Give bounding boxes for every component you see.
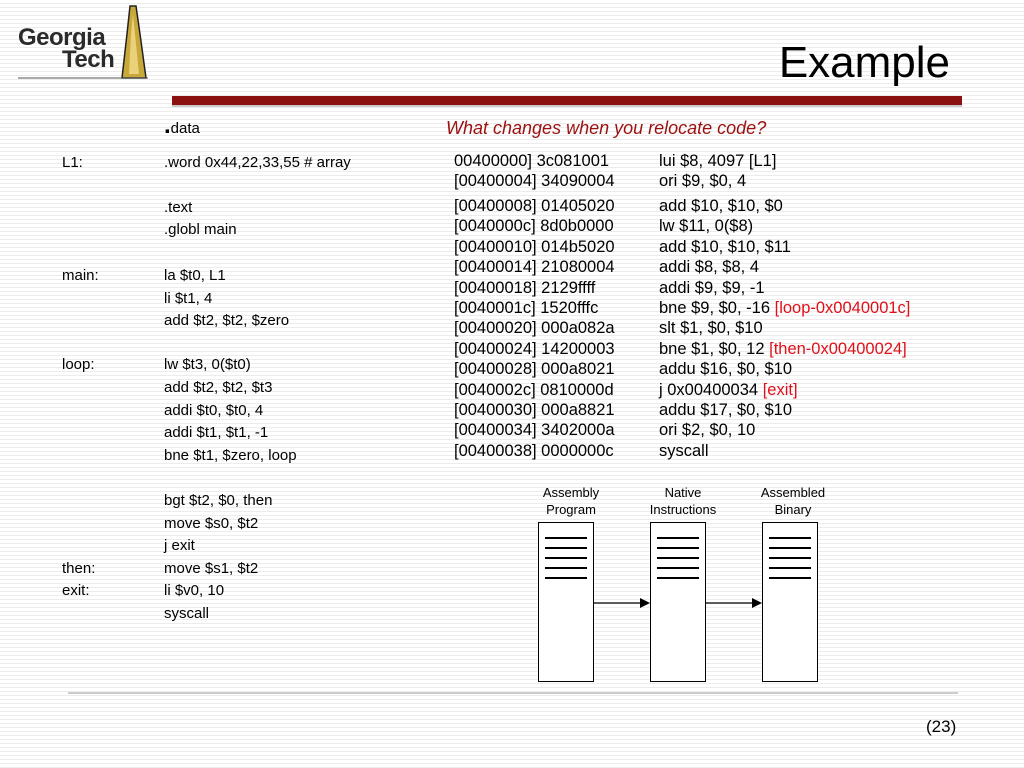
data-directive-text: data xyxy=(170,120,200,137)
assembly-label-line2: Program xyxy=(546,502,596,517)
machine-address-word: [0040001c] 1520fffc xyxy=(454,299,599,317)
machine-address-word: 00400000] 3c081001 xyxy=(454,152,610,170)
text-line xyxy=(769,557,811,559)
instruction-text: ori $9, $0, 4 xyxy=(659,172,747,190)
code-line: add $t2, $t2, $zero xyxy=(164,312,290,329)
instruction-text: bne $1, $0, 12 xyxy=(659,339,765,358)
assembled-binary-label xyxy=(738,484,848,518)
text-line xyxy=(769,577,811,579)
instruction-text: addi $8, $8, 4 xyxy=(659,258,759,277)
machine-address-word: [00400030] 000a8821 xyxy=(454,401,615,419)
machine-address-word: [00400034] 3402000a xyxy=(454,421,615,440)
instruction-text: addu $17, $0, $10 xyxy=(659,401,793,419)
code-label: then: xyxy=(62,560,96,577)
code-line: .text xyxy=(164,199,193,216)
code-line: addi $t0, $t0, 4 xyxy=(164,402,264,419)
logo-georgia-text: Georgia xyxy=(18,24,106,51)
machine-address-word: [00400018] 2129ffff xyxy=(454,278,596,297)
machine-instruction xyxy=(659,216,753,236)
arrows xyxy=(590,590,770,614)
page-number: (23) xyxy=(926,717,957,736)
instruction-text: lui $8, 4097 [L1] xyxy=(659,152,777,170)
arrow-head-icon xyxy=(752,598,762,608)
code-line: la $t0, L1 xyxy=(164,267,226,284)
assembly-program-box xyxy=(538,522,594,682)
relocation-note: [exit] xyxy=(762,380,798,399)
machine-instruction xyxy=(659,400,792,420)
relocation-question: What changes when you relocate code? xyxy=(446,118,767,138)
text-line xyxy=(545,547,587,549)
code-label: exit: xyxy=(62,582,90,599)
code-label: L1: xyxy=(62,154,83,171)
relocation-note: [loop-0x0040001c] xyxy=(774,299,911,317)
machine-instruction xyxy=(659,151,776,171)
native-instructions-label xyxy=(628,484,738,518)
relocation-note: [then-0x00400024] xyxy=(769,339,907,358)
title-divider-shadow xyxy=(172,105,962,107)
machine-instruction xyxy=(659,196,783,216)
text-line xyxy=(657,577,699,579)
code-line: .globl main xyxy=(164,221,237,238)
binary-label-line1: Assembled xyxy=(760,485,826,500)
machine-instruction xyxy=(659,278,765,298)
machine-address-word: [0040000c] 8d0b0000 xyxy=(454,217,614,236)
machine-address-word: [00400014] 21080004 xyxy=(454,258,615,277)
instruction-text: j 0x00400034 xyxy=(659,380,759,399)
text-line xyxy=(545,577,587,579)
instruction-text: bne $9, $0, -16 xyxy=(659,299,771,317)
text-line xyxy=(657,567,699,569)
assembled-binary-box xyxy=(762,522,818,682)
code-line: lw $t3, 0($t0) xyxy=(164,356,251,373)
instruction-text: lw $11, 0($8) xyxy=(659,217,754,236)
code-line: move $s0, $t2 xyxy=(164,515,259,532)
text-line xyxy=(769,537,811,539)
data-directive-dot: . xyxy=(164,112,171,139)
code-line: j exit xyxy=(164,537,195,554)
instruction-text: addu $16, $0, $10 xyxy=(659,360,793,379)
code-label: loop: xyxy=(62,356,95,373)
title-divider xyxy=(172,96,962,105)
machine-instruction xyxy=(659,359,792,379)
text-line xyxy=(545,537,587,539)
instruction-text: add $10, $10, $11 xyxy=(659,237,791,256)
code-line: .word 0x44,22,33,55 # array xyxy=(164,154,351,171)
machine-address-word: [00400038] 0000000c xyxy=(454,441,614,460)
code-label: main: xyxy=(62,267,99,284)
code-line: add $t2, $t2, $t3 xyxy=(164,379,273,396)
code-line: addi $t1, $t1, -1 xyxy=(164,424,269,441)
machine-address-word: [00400010] 014b5020 xyxy=(454,237,615,256)
machine-instruction xyxy=(659,380,798,400)
data-directive xyxy=(164,112,200,139)
code-line: syscall xyxy=(164,605,210,622)
logo-tech-text: Tech xyxy=(62,46,115,73)
code-line: li $v0, 10 xyxy=(164,582,225,599)
machine-address-word: [00400020] 000a082a xyxy=(454,319,615,338)
text-line xyxy=(657,547,699,549)
instruction-text: syscall xyxy=(659,441,709,460)
machine-instruction xyxy=(659,441,709,461)
code-line: li $t1, 4 xyxy=(164,290,213,307)
text-line xyxy=(769,547,811,549)
native-label-line2: Instructions xyxy=(649,502,717,517)
instruction-text: slt $1, $0, $10 xyxy=(659,319,763,338)
text-line xyxy=(545,557,587,559)
text-line xyxy=(545,567,587,569)
footer-divider xyxy=(68,692,958,694)
machine-address-word: [00400024] 14200003 xyxy=(454,339,615,358)
machine-instruction xyxy=(659,420,755,440)
machine-address-word: [00400028] 000a8021 xyxy=(454,360,615,379)
text-line xyxy=(657,537,699,539)
machine-instruction xyxy=(659,339,907,359)
instruction-text: ori $2, $0, 10 xyxy=(659,421,756,440)
code-line: bne $t1, $zero, loop xyxy=(164,447,297,464)
code-line: move $s1, $t2 xyxy=(164,560,259,577)
code-line: bgt $t2, $0, then xyxy=(164,492,273,509)
native-label-line1: Native xyxy=(664,485,702,500)
machine-instruction xyxy=(659,237,791,257)
text-line xyxy=(657,557,699,559)
assembly-label-line1: Assembly xyxy=(542,485,600,500)
arrow-head-icon xyxy=(640,598,650,608)
instruction-text: add $10, $10, $0 xyxy=(659,197,783,215)
machine-address-word: [0040002c] 0810000d xyxy=(454,380,614,399)
machine-instruction xyxy=(659,257,759,277)
machine-instruction xyxy=(659,298,910,318)
georgia-tech-logo xyxy=(14,4,154,84)
instruction-text: addi $9, $9, -1 xyxy=(659,278,765,297)
binary-label-line2: Binary xyxy=(774,502,812,517)
machine-instruction xyxy=(659,171,746,191)
machine-address-word: [00400004] 34090004 xyxy=(454,172,615,190)
machine-instruction xyxy=(659,318,763,338)
text-line xyxy=(769,567,811,569)
slide-title: Example xyxy=(778,38,950,87)
assembly-program-label xyxy=(516,484,626,518)
machine-address-word: [00400008] 01405020 xyxy=(454,197,615,215)
